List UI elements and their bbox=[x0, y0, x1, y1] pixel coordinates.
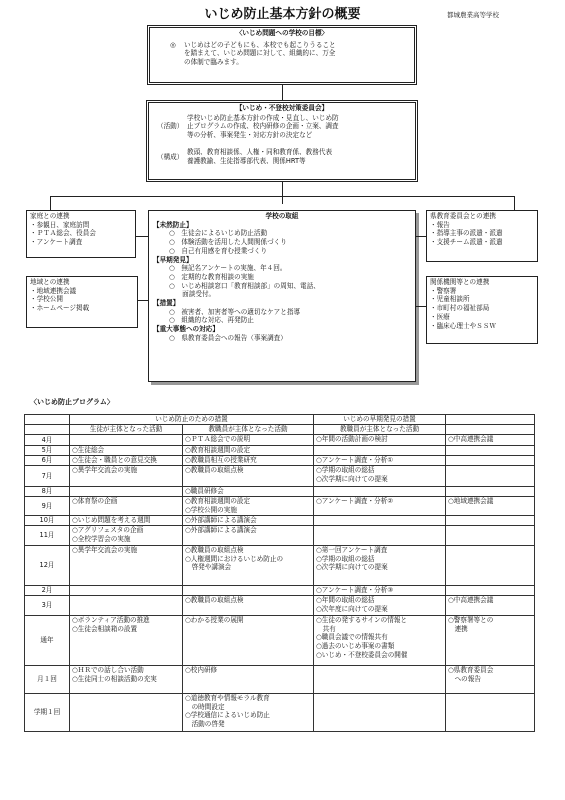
table-cell-early bbox=[314, 497, 446, 516]
table-cell-early bbox=[314, 616, 446, 666]
table-cell-other bbox=[446, 497, 535, 516]
cell-text: ○教職員の取組点検 bbox=[185, 546, 244, 554]
agencies-item: ・警察署 bbox=[430, 286, 457, 295]
table-cell-other bbox=[446, 666, 535, 694]
efforts-heading: 学校の取組 bbox=[265, 212, 299, 220]
connector bbox=[282, 182, 283, 204]
cell-text: ○次学期に向けての提案 bbox=[316, 474, 388, 483]
agencies-item: ・臨床心理士やＳＳＷ bbox=[430, 321, 496, 330]
table-cell-student bbox=[70, 487, 183, 497]
table-cell-staff bbox=[183, 435, 314, 446]
blank-header bbox=[446, 425, 535, 435]
table-row bbox=[25, 546, 535, 586]
community-box bbox=[26, 276, 138, 328]
table-cell-staff bbox=[183, 694, 314, 732]
cell-text: ○道徳教育や情報モラル教育 bbox=[185, 694, 270, 702]
table-cell-early bbox=[314, 466, 446, 487]
cell-text: ○教職員の取組点検 bbox=[185, 596, 244, 604]
board-item: ・報告 bbox=[430, 220, 450, 229]
table-cell-other bbox=[446, 516, 535, 526]
table-cell-staff bbox=[183, 546, 314, 586]
cell-text: ○教育相談週間の設定 bbox=[185, 446, 251, 454]
cell-text: ○外部講師による講演会 bbox=[185, 526, 257, 534]
cell-text: 共有 bbox=[316, 624, 336, 633]
table-cell-early bbox=[314, 516, 446, 526]
cell-text: ○過去のいじめ事案の書類 bbox=[316, 642, 395, 651]
table-cell-early bbox=[314, 586, 446, 596]
community-heading: 地域との連携 bbox=[30, 278, 70, 286]
table-row bbox=[25, 466, 535, 487]
table-row bbox=[25, 456, 535, 466]
cell-text: ○職員研修会 bbox=[185, 487, 224, 495]
month-cell: 2月 bbox=[25, 586, 70, 596]
cell-text: ○教育相談週間の設定 bbox=[185, 497, 251, 505]
efforts-section-label: 【早期発見】 bbox=[153, 255, 193, 264]
cell-text: ○教職員の取組点検 bbox=[185, 466, 244, 474]
table-cell-student bbox=[70, 596, 183, 616]
table-cell-early bbox=[314, 526, 446, 546]
efforts-item: ○ 生徒会によるいじめ防止活動 bbox=[169, 229, 268, 238]
members-line: 養護教諭、生徒指導部代表、関係HRT等 bbox=[187, 156, 306, 165]
goal-box bbox=[147, 25, 417, 85]
efforts-section-label: 【重大事態への対応】 bbox=[153, 325, 219, 334]
cell-text: ○第一回アンケート調査 bbox=[316, 546, 388, 554]
family-heading: 家庭との連携 bbox=[30, 212, 70, 220]
agencies-item: ・市町村の福祉部局 bbox=[430, 304, 490, 313]
table-row bbox=[25, 694, 535, 732]
table-row bbox=[25, 596, 535, 616]
table-cell-staff bbox=[183, 596, 314, 616]
col-header-staff: 教職員が主体となった活動 bbox=[183, 425, 314, 435]
cell-text: ○外部講師による講演会 bbox=[185, 516, 257, 524]
family-box bbox=[26, 210, 136, 258]
cell-text: ○いじめ問題を考える週間 bbox=[72, 516, 151, 524]
cell-text: 啓発や講演会 bbox=[185, 563, 232, 572]
community-item: ・ホームページ掲載 bbox=[30, 304, 90, 313]
table-cell-other bbox=[446, 526, 535, 546]
efforts-item: ○ 被害者、加害者等への適切なケアと指導 bbox=[169, 307, 301, 316]
connector bbox=[50, 196, 51, 210]
activity-label: （活動） bbox=[157, 121, 184, 130]
table-cell-student bbox=[70, 666, 183, 694]
agencies-item: ・児童相談所 bbox=[430, 295, 470, 304]
cell-text: ○職員会議での情報共有 bbox=[316, 633, 388, 642]
table-cell-staff bbox=[183, 446, 314, 456]
goal-heading: 〈いじめ問題への学校の目標〉 bbox=[235, 29, 329, 37]
table-row bbox=[25, 435, 535, 446]
table-cell-early bbox=[314, 446, 446, 456]
group-header-prevent: いじめ防止のための措置 bbox=[70, 415, 314, 425]
program-title: 〈いじめ防止プログラム〉 bbox=[30, 398, 114, 406]
table-cell-other bbox=[446, 487, 535, 497]
month-cell: 7月 bbox=[25, 466, 70, 487]
table-cell-staff bbox=[183, 487, 314, 497]
table-cell-student bbox=[70, 526, 183, 546]
school-name: 都城農業高等学校 bbox=[447, 11, 499, 19]
table-cell-other bbox=[446, 694, 535, 732]
connector bbox=[416, 306, 426, 307]
efforts-item: ○ 体験活動を活用した人間関係づくり bbox=[169, 238, 287, 247]
month-cell: 通年 bbox=[25, 616, 70, 666]
table-row bbox=[25, 446, 535, 456]
table-cell-student bbox=[70, 435, 183, 446]
cell-text: ○中高連携会議 bbox=[448, 596, 494, 604]
cell-text: 連携 bbox=[448, 624, 468, 633]
activity-line: 学校いじめ防止基本方針の作成・見直し、いじめ防 bbox=[187, 113, 339, 122]
table-cell-staff bbox=[183, 516, 314, 526]
cell-text: ○ＰＴＡ総会での説明 bbox=[185, 435, 251, 443]
cell-text: ○生徒の発するサインの情報と bbox=[316, 616, 408, 624]
cell-text: 活動の啓発 bbox=[185, 720, 225, 729]
activity-line: 止プログラムの作成、校内研修の企画・立案、調査 bbox=[187, 122, 339, 131]
efforts-section-label: 【未然防止】 bbox=[153, 220, 193, 229]
month-cell: 11月 bbox=[25, 526, 70, 546]
cell-text: ○学期の取組の総括 bbox=[316, 466, 375, 474]
community-item: ・地域連携会議 bbox=[30, 286, 77, 295]
month-cell: 9月 bbox=[25, 497, 70, 516]
table-cell-other bbox=[446, 456, 535, 466]
table-row bbox=[25, 526, 535, 546]
cell-text: ○中高連携会議 bbox=[448, 435, 494, 443]
board-item: ・支援チーム派遣・派遣 bbox=[430, 238, 503, 247]
board-box bbox=[426, 210, 538, 262]
agencies-box bbox=[426, 276, 538, 344]
cell-text: ○体育祭の企画 bbox=[72, 497, 118, 505]
efforts-item: ○ 組織的な対応、再発防止 bbox=[169, 316, 254, 325]
group-header-early: いじめの早期発見の措置 bbox=[314, 415, 446, 425]
members-label: （構成） bbox=[157, 152, 184, 161]
table-cell-other bbox=[446, 586, 535, 596]
table-cell-staff bbox=[183, 456, 314, 466]
table-cell-student bbox=[70, 446, 183, 456]
board-heading: 県教育委員会との連携 bbox=[430, 212, 496, 220]
table-cell-staff bbox=[183, 526, 314, 546]
table-cell-other bbox=[446, 446, 535, 456]
table-cell-student bbox=[70, 456, 183, 466]
cell-text: ○教職員相互の授業研究 bbox=[185, 456, 257, 464]
table-cell-other bbox=[446, 616, 535, 666]
committee-box bbox=[146, 100, 418, 182]
program-table bbox=[24, 414, 535, 732]
cell-text: ○アンケート調査・分析① bbox=[316, 456, 394, 464]
agencies-item: ・医療 bbox=[430, 312, 450, 321]
table-cell-early bbox=[314, 456, 446, 466]
table-cell-student bbox=[70, 466, 183, 487]
cell-text: ○アンケート調査・分析③ bbox=[316, 586, 394, 594]
cell-text: ○異学年交流会の実施 bbox=[72, 466, 138, 474]
table-cell-student bbox=[70, 586, 183, 596]
cell-text: ○ＨＲでの話し合い活動 bbox=[72, 666, 144, 674]
goal-line: の体制で臨みます。 bbox=[184, 58, 243, 67]
cell-text: ○全校学習会の実施 bbox=[72, 534, 131, 543]
month-cell: 12月 bbox=[25, 546, 70, 586]
cell-text: ○次年度に向けての提案 bbox=[316, 604, 388, 613]
cell-text: ○アンケート調査・分析② bbox=[316, 497, 394, 505]
activity-line: 等の分析、事案発生・対応方針の決定など bbox=[187, 131, 313, 140]
table-row bbox=[25, 487, 535, 497]
connector bbox=[138, 300, 148, 301]
table-row bbox=[25, 666, 535, 694]
table-cell-staff bbox=[183, 466, 314, 487]
connector bbox=[282, 85, 283, 100]
efforts-item: ○ 自己有用感を育む授業づくり bbox=[169, 246, 268, 255]
cell-text: ○ボランティア活動の推進 bbox=[72, 616, 150, 624]
month-cell: 10月 bbox=[25, 516, 70, 526]
board-item: ・指導主事の派遣・派遣 bbox=[430, 229, 503, 238]
table-cell-early bbox=[314, 435, 446, 446]
goal-line: を踏まえて、いじめ問題に対して、組織的に、万全 bbox=[184, 49, 336, 58]
cell-text: ○生徒総会 bbox=[72, 446, 105, 454]
cell-text: ○わかる授業の展開 bbox=[185, 616, 244, 624]
table-row bbox=[25, 516, 535, 526]
cell-text: ○警察署等との bbox=[448, 616, 494, 624]
cell-text: の時間設定 bbox=[185, 702, 225, 711]
efforts-item: ○ いじめ相談窓口「教育相談部」の周知、電話、 bbox=[169, 281, 320, 290]
cell-text: ○学校通信によるいじめ防止 bbox=[185, 711, 270, 720]
cell-text: ○次学期に向けての提案 bbox=[316, 563, 388, 572]
table-cell-staff bbox=[183, 666, 314, 694]
efforts-item: ○ 無記名アンケートの実施、年４回。 bbox=[169, 264, 287, 273]
month-cell: 8月 bbox=[25, 487, 70, 497]
cell-text: ○生徒同士の相談活動の充実 bbox=[72, 674, 157, 683]
agencies-heading: 関係機関等との連携 bbox=[430, 278, 490, 286]
table-cell-staff bbox=[183, 497, 314, 516]
efforts-section-label: 【措置】 bbox=[153, 299, 180, 308]
col-header-student: 生徒が主体となった活動 bbox=[70, 425, 183, 435]
table-cell-other bbox=[446, 546, 535, 586]
month-cell: 3月 bbox=[25, 596, 70, 616]
page-title: いじめ防止基本方針の概要 bbox=[204, 7, 361, 22]
table-cell-early bbox=[314, 666, 446, 694]
cell-text: ○校内研修 bbox=[185, 666, 218, 674]
month-cell: 学期１回 bbox=[25, 694, 70, 732]
cell-text: ○生徒会相談箱の設置 bbox=[72, 624, 138, 633]
goal-mark: ◎ bbox=[170, 40, 176, 49]
cell-text: ○学期の取組の総括 bbox=[316, 554, 375, 563]
table-row bbox=[25, 616, 535, 666]
table-cell-student bbox=[70, 516, 183, 526]
connector bbox=[514, 196, 515, 210]
connector bbox=[136, 236, 148, 237]
efforts-item: ○ 定期的な教育相談の実施 bbox=[169, 272, 254, 281]
table-cell-other bbox=[446, 435, 535, 446]
month-cell: 4月 bbox=[25, 435, 70, 446]
table-row bbox=[25, 586, 535, 596]
table-cell-other bbox=[446, 466, 535, 487]
cell-text: ○いじめ・不登校委員会の開催 bbox=[316, 650, 408, 659]
table-cell-student bbox=[70, 616, 183, 666]
table-cell-student bbox=[70, 497, 183, 516]
family-item: ・アンケート調査 bbox=[30, 238, 83, 247]
table-cell-staff bbox=[183, 616, 314, 666]
col-header-staff2: 教職員が主体となった活動 bbox=[314, 425, 446, 435]
cell-text: ○県教育委員会 bbox=[448, 666, 494, 674]
members-line: 教頭、教育相談係、人権・同和教育係、教務代表 bbox=[187, 147, 333, 156]
corner-cell bbox=[25, 415, 70, 425]
family-item: ・ＰＴＡ総会、役員会 bbox=[30, 229, 96, 238]
table-cell-student bbox=[70, 546, 183, 586]
month-cell: 6月 bbox=[25, 456, 70, 466]
table-cell-early bbox=[314, 487, 446, 497]
cell-text: ○年間の取組の総括 bbox=[316, 596, 375, 604]
table-row bbox=[25, 497, 535, 516]
month-cell: 月１回 bbox=[25, 666, 70, 694]
goal-line: いじめはどの子どもにも、本校でも起こりうること bbox=[184, 40, 336, 49]
table-cell-early bbox=[314, 546, 446, 586]
family-item: ・参観日、家庭訪問 bbox=[30, 220, 90, 229]
efforts-item: ○ 県教育委員会への報告（事案調査） bbox=[169, 333, 287, 342]
committee-heading: 【いじめ・不登校対策委員会】 bbox=[235, 104, 329, 112]
community-item: ・学校公開 bbox=[30, 295, 63, 304]
table-cell-student bbox=[70, 694, 183, 732]
school-efforts-box bbox=[148, 210, 416, 382]
cell-text: ○年間の活動計画の検討 bbox=[316, 435, 388, 443]
cell-text: ○学校公開の実施 bbox=[185, 505, 237, 514]
efforts-item: 面談受付。 bbox=[169, 290, 216, 299]
cell-text: ○地域連携会議 bbox=[448, 497, 494, 505]
month-cell: 5月 bbox=[25, 446, 70, 456]
table-cell-early bbox=[314, 596, 446, 616]
table-cell-early bbox=[314, 694, 446, 732]
cell-text: ○異学年交流会の実施 bbox=[72, 546, 138, 554]
cell-text: への報告 bbox=[448, 674, 481, 683]
table-cell-other bbox=[446, 596, 535, 616]
cell-text: ○アグリフェスタの企画 bbox=[72, 526, 144, 534]
cell-text: ○人権週間におけるいじめ防止の bbox=[185, 554, 284, 563]
corner-cell bbox=[25, 425, 70, 435]
connector bbox=[416, 236, 426, 237]
table-cell-staff bbox=[183, 586, 314, 596]
cell-text: ○生徒会・職員との意見交換 bbox=[72, 456, 157, 464]
connector bbox=[50, 196, 514, 197]
blank-header bbox=[446, 415, 535, 425]
